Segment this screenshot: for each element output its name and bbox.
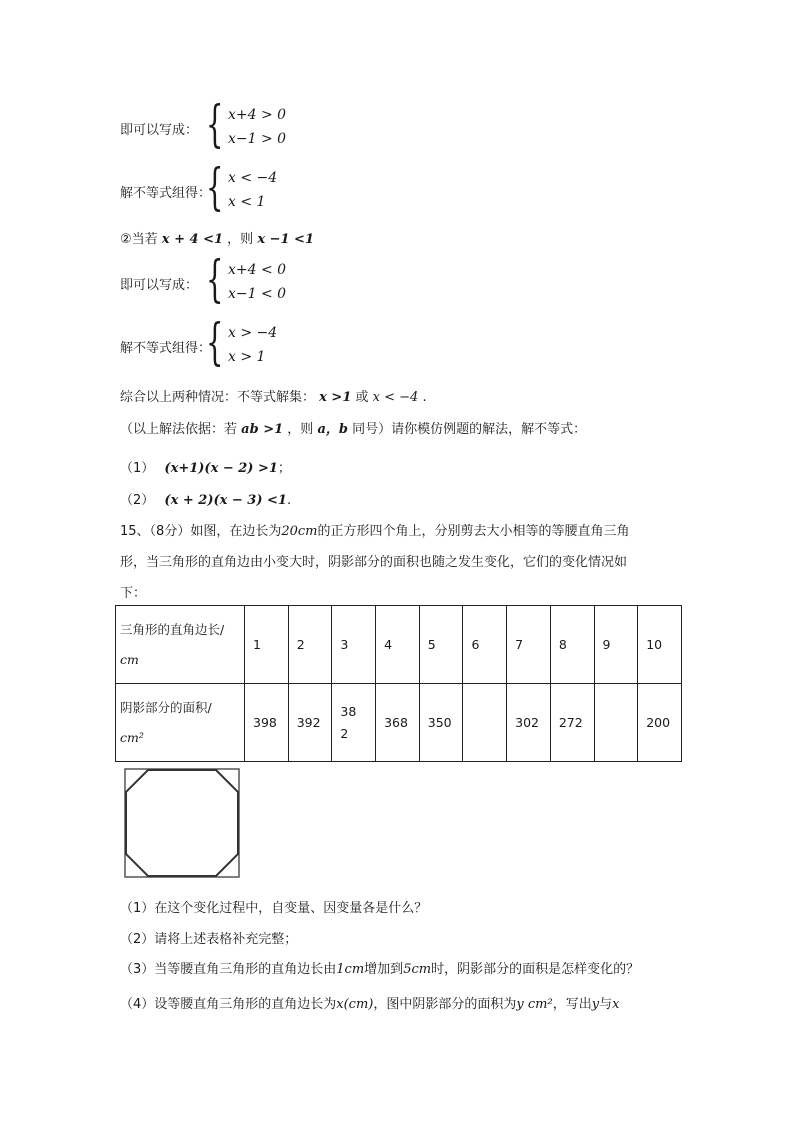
question-4-y: y (591, 997, 600, 1012)
table-cell: 272 (550, 684, 594, 762)
question-3-length-2: 5cm (403, 962, 432, 977)
system-4-label: 解不等式组得： (120, 341, 212, 356)
question-3 (120, 958, 639, 977)
question-4-text-c: ，写出 (552, 997, 592, 1012)
exercise-2-end: . (286, 493, 292, 508)
summary-end: . (422, 390, 427, 405)
table-cell: 4 (376, 606, 420, 684)
basis-text-3: 同号）请你模仿例题的解法，解不等式： (352, 422, 587, 437)
table-cell: 10 (638, 606, 682, 684)
system-2-label: 解不等式组得： (120, 186, 212, 201)
table-cell: 1 (245, 606, 289, 684)
left-brace-icon: { (206, 95, 224, 153)
problem-15-line-1 (120, 520, 630, 539)
problem-15-text-b: 的正方形四个角上，分别剪去大小相等的等腰直角三角 (317, 524, 630, 539)
basis-line (120, 418, 586, 437)
table-cell: 392 (288, 684, 332, 762)
system-1-row-1: x+4 > 0 (228, 107, 287, 123)
row-2-header-cell (116, 684, 245, 762)
square-outline (125, 769, 239, 877)
question-4-text-a: （4）设等腰直角三角形的直角边长为 (120, 997, 337, 1012)
table-cell: 6 (463, 606, 507, 684)
system-3-row-2: x−1 < 0 (228, 286, 287, 302)
exercise-1-expression: (x+1)(x − 2) >1 (164, 461, 278, 476)
exercise-1-number: （1） (120, 461, 155, 476)
basis-expression: ab >1 (241, 422, 284, 437)
table-row (116, 684, 682, 762)
row-1-header: 三角形的直角边长/ (120, 621, 225, 637)
question-3-text-a: （3）当等腰直角三角形的直角边长由 (120, 962, 337, 977)
system-3-row-1: x+4 < 0 (228, 262, 287, 278)
case-2-line (120, 228, 314, 247)
case-2-mid: ，则 (227, 232, 254, 247)
table-row (116, 606, 682, 684)
system-4-row-1: x > −4 (228, 325, 278, 341)
exercise-1-end: ； (277, 461, 291, 476)
solution-2: x < −4 (372, 390, 419, 405)
solution-1: x >1 (319, 390, 352, 405)
question-4-text-b: ，图中阴影部分的面积为 (373, 997, 517, 1012)
question-3-text-c: 时，阴影部分的面积是怎样变化的？ (431, 962, 640, 977)
basis-text-1: （以上解法依据：若 (120, 422, 238, 437)
left-brace-icon: { (206, 158, 224, 216)
exercise-1 (120, 457, 291, 476)
question-2: （2）请将上述表格补充完整； (120, 932, 298, 947)
question-4-variable-y: y cm² (516, 997, 553, 1012)
table-cell: 2 (288, 606, 332, 684)
summary-text: 综合以上两种情况：不等式解集： (120, 390, 316, 405)
summary-or: 或 (355, 390, 369, 405)
case-2-condition-1: x + 4 <1 (161, 232, 224, 247)
left-brace-icon: { (206, 313, 224, 371)
table-cell: 8 (550, 606, 594, 684)
problem-15-side-length: 20cm (281, 524, 318, 539)
summary-line (120, 386, 427, 405)
problem-15-line-3: 下： (120, 586, 147, 601)
question-4 (120, 993, 619, 1012)
question-3-length-1: 1cm (336, 962, 365, 977)
question-3-text-b: 增加到 (364, 962, 404, 977)
row-1-header-cell (116, 606, 245, 684)
case-2-condition-2: x −1 <1 (257, 232, 314, 247)
system-3-label: 即可以写成： (120, 278, 199, 293)
octagon-figure (124, 768, 240, 878)
system-1-label: 即可以写成： (120, 123, 199, 138)
exercise-2-expression: (x + 2)(x − 3) <1 (164, 493, 287, 508)
table-cell: 350 (419, 684, 463, 762)
table-cell: 398 (245, 684, 289, 762)
row-1-unit: cm (120, 651, 139, 667)
system-4-row-2: x > 1 (228, 349, 266, 365)
table-cell: 7 (507, 606, 551, 684)
system-2-row-1: x < −4 (228, 170, 278, 186)
row-2-header: 阴影部分的面积/ (120, 699, 212, 715)
octagon-outline (126, 770, 238, 876)
system-2-row-2: x < 1 (228, 194, 266, 210)
basis-text-2: ，则 (287, 422, 314, 437)
table-cell: 9 (594, 606, 638, 684)
problem-15-line-2: 形，当三角形的直角边由小变大时，阴影部分的面积也随之发生变化，它们的变化情况如 (120, 555, 628, 570)
table-cell: 5 (419, 606, 463, 684)
left-brace-icon: { (206, 250, 224, 308)
table-cell (463, 684, 507, 762)
exercise-2-number: （2） (120, 493, 155, 508)
table-cell: 200 (638, 684, 682, 762)
table-cell: 3 (332, 606, 376, 684)
table-cell: 368 (376, 684, 420, 762)
table-cell: 302 (507, 684, 551, 762)
table-cell: 38 2 (332, 684, 376, 762)
exercise-2 (120, 489, 291, 508)
question-4-variable-x: x(cm) (336, 997, 374, 1012)
problem-15-text-a: 15、（8分）如图，在边长为 (120, 524, 282, 539)
question-4-x: x (612, 997, 620, 1012)
question-1: （1）在这个变化过程中，自变量、因变量各是什么？ (120, 901, 428, 916)
data-table (115, 605, 682, 762)
case-2-prefix: ②当若 (120, 232, 158, 247)
question-4-text-d: 与 (599, 997, 613, 1012)
table-cell (594, 684, 638, 762)
basis-variables: a，b (317, 422, 348, 437)
row-2-unit: cm² (120, 729, 144, 745)
system-1-row-2: x−1 > 0 (228, 131, 287, 147)
